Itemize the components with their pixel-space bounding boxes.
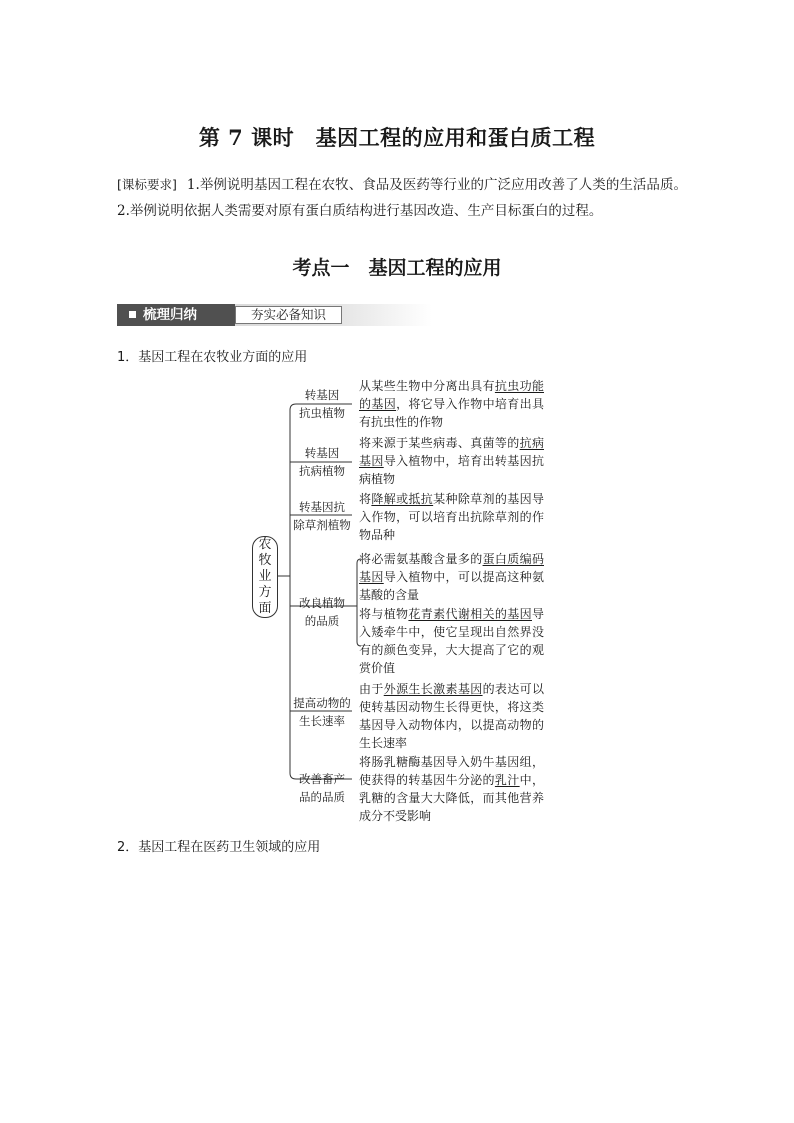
category-livestock-products: [290, 770, 354, 806]
heading-medicine: 2．基因工程在医药卫生领域的应用: [117, 840, 321, 855]
root-char: 业: [258, 569, 272, 584]
leaf-amino-acid: [359, 550, 544, 604]
leaf-keyword: 降解或抵抗: [371, 492, 434, 506]
category-line: 提高动物的: [293, 696, 351, 710]
leaf-keyword: 抗病基因: [359, 436, 544, 468]
category-line: 品的品质: [299, 790, 345, 804]
section-title: 考点一 基因工程的应用: [292, 257, 502, 279]
root-char: 方: [258, 585, 272, 600]
category-line: 改良植物: [299, 596, 345, 610]
requirement-text: 1.举例说明基因工程在农牧、食品及医药等行业的广泛应用改善了人类的生活品质。2.举例说明依据人类需要对原有蛋白质结构进行基因改造、生产目标蛋白的过程。: [117, 177, 687, 219]
leaf-insect-resistant: [359, 377, 544, 431]
category-animal-growth: [290, 694, 354, 730]
leaf-text: 导入矮牵牛中，使它呈现出自然界没有的颜色变异，大大提高了它的观赏价值: [359, 607, 544, 675]
root-char: 农: [258, 537, 272, 552]
leaf-text: 从某些生物中分离出具有: [359, 379, 495, 393]
leaf-herbicide-resistant: [359, 490, 544, 544]
leaf-text: 导入植物中，可以提高这种氨基酸的含量: [359, 570, 544, 602]
leaf-keyword: 乳汁: [494, 773, 520, 787]
leaf-keyword: 花青素代谢相关的基因: [408, 607, 532, 621]
leaf-anthocyanin: [359, 605, 544, 677]
category-line: 除草剂植物: [293, 518, 351, 532]
root-char: 牧: [258, 553, 272, 568]
category-line: 转基因: [304, 388, 340, 402]
leaf-text: ，将它导入作物中培育出具有抗虫性的作物: [359, 397, 544, 429]
leaf-keyword: 蛋白质编码基因: [359, 552, 544, 584]
category-line: 抗虫植物: [299, 406, 345, 420]
mind-map-root: [252, 536, 278, 618]
category-line: 的品质: [304, 614, 340, 628]
leaf-keyword: 外源生长激素基因: [383, 682, 483, 696]
leaf-text: 的表达可以使转基因动物生长得更快，将这类基因导入动物体内，以提高动物的生长速率: [359, 682, 544, 750]
banner-light-label: 夯实必备知识: [235, 306, 342, 324]
banner-dark-text: 梳理归纳: [143, 307, 197, 323]
page-title: 第 7 课时 基因工程的应用和蛋白质工程: [198, 125, 596, 150]
leaf-text: 导入植物中，培育出转基因抗病植物: [359, 454, 544, 486]
leaf-text: 由于: [359, 682, 384, 696]
category-disease-resistant: [290, 444, 354, 480]
root-char: 面: [258, 601, 272, 616]
leaf-text: 将来源于某些病毒、真菌等的: [359, 436, 520, 450]
leaf-lactase: [359, 753, 544, 825]
leaf-text: 中，乳糖的含量大大降低，而其他营养成分不受影响: [359, 773, 544, 823]
leaf-text: 将肠乳糖酶基因导入奶牛基因组，使获得的转基因牛分泌的: [359, 755, 544, 787]
leaf-text: 某种除草剂的基因导入作物，可以培育出抗除草剂的作物品种: [359, 492, 544, 542]
requirement-tag: [课标要求]: [117, 177, 177, 192]
category-herbicide-resistant: [290, 498, 354, 534]
category-line: 转基因抗: [299, 500, 345, 514]
leaf-growth-hormone: [359, 680, 544, 752]
leaf-text: 将必需氨基酸含量多的: [359, 552, 483, 566]
category-line: 改善畜产: [299, 772, 345, 786]
leaf-text: 将: [359, 492, 372, 506]
category-line: 抗病植物: [299, 464, 345, 478]
leaf-text: 将与植物: [359, 607, 409, 621]
category-plant-quality: [290, 594, 354, 630]
category-line: 生长速率: [299, 714, 345, 728]
leaf-disease-resistant: [359, 434, 544, 488]
category-line: 转基因: [304, 446, 340, 460]
leaf-keyword: 抗虫功能的基因: [359, 379, 544, 411]
category-insect-resistant: [290, 386, 354, 422]
heading-agriculture: 1．基因工程在农牧业方面的应用: [117, 350, 308, 365]
